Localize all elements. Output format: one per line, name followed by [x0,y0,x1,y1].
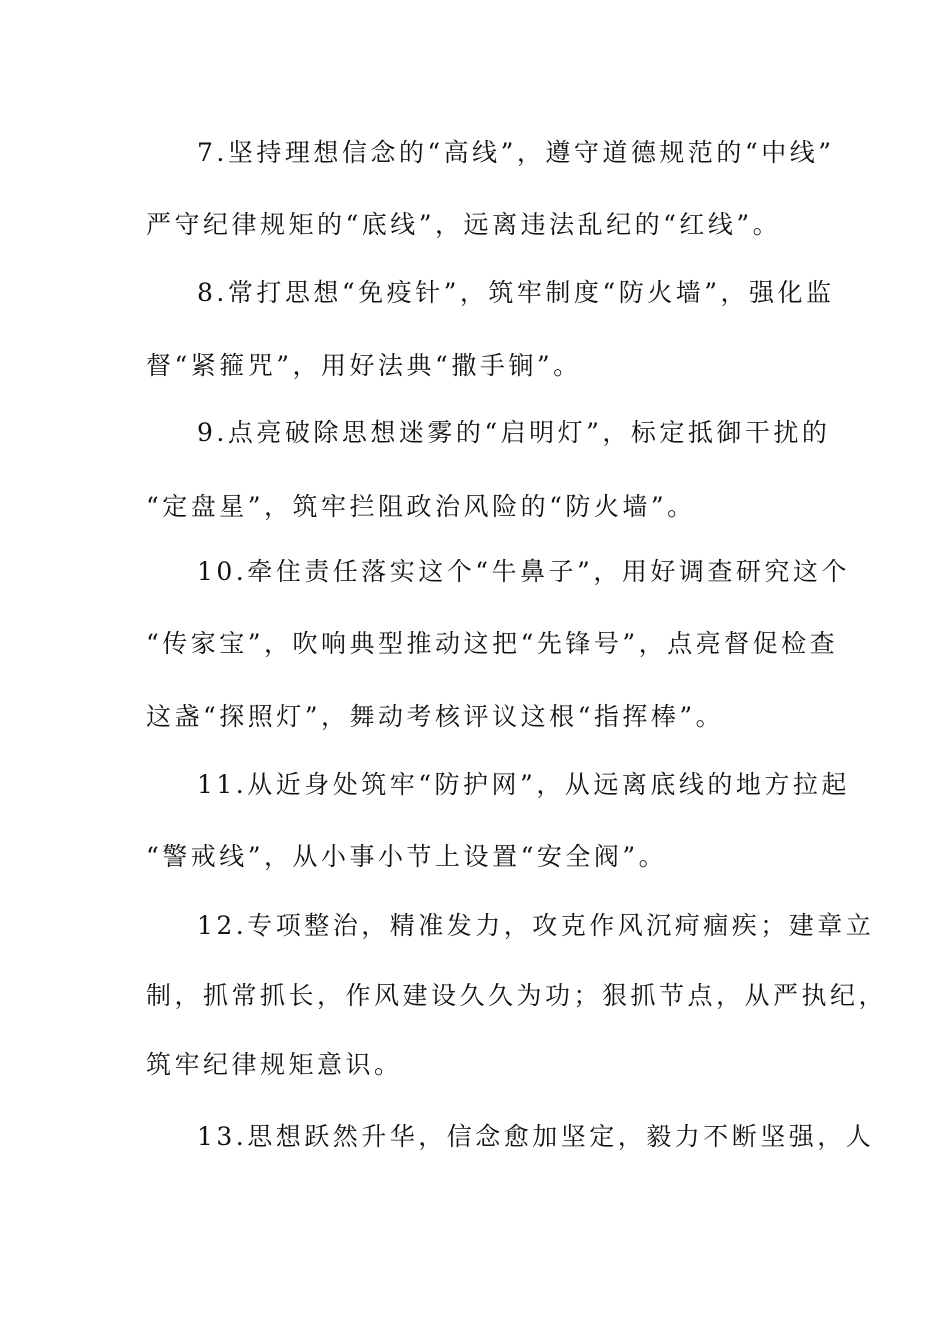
paragraph-13-line-1: 13.思想跃然升华，信念愈加坚定，毅力不断坚强，人 [197,1122,875,1151]
paragraph-10-line-1: 10.牵住责任落实这个“牛鼻子”，用好调查研究这个 [197,557,850,586]
paragraph-10-line-3: 这盏“探照灯”，舞动考核评议这根“指挥棒”。 [146,702,725,731]
paragraph-12-line-3: 筑牢纪律规矩意识。 [146,1050,403,1079]
paragraph-10-line-2: “传家宝”，吹响典型推动这把“先锋号”，点亮督促检查 [146,629,839,658]
paragraph-9-line-1: 9.点亮破除思想迷雾的“启明灯”，标定抵御干扰的 [197,418,831,447]
paragraph-8-line-1: 8.常打思想“免疫针”，筑牢制度“防火墙”，强化监 [197,278,835,307]
paragraph-11-line-2: “警戒线”，从小事小节上设置“安全阀”。 [146,842,668,871]
paragraph-7-line-1: 7.坚持理想信念的“高线”，遵守道德规范的“中线” [197,138,835,167]
paragraph-9-line-2: “定盘星”，筑牢拦阻政治风险的“防火墙”。 [146,492,696,521]
paragraph-8-line-2: 督“紧箍咒”，用好法典“撒手锏”。 [146,351,582,380]
paragraph-12-line-1: 12.专项整治，精准发力，攻克作风沉疴痼疾；建章立 [197,911,875,940]
paragraph-11-line-1: 11.从近身处筑牢“防护网”，从远离底线的地方拉起 [197,770,850,799]
paragraph-7-line-2: 严守纪律规矩的“底线”，远离违法乱纪的“红线”。 [146,210,782,239]
paragraph-12-line-2: 制，抓常抓长，作风建设久久为功；狠抓节点，从严执纪， [146,981,888,1010]
